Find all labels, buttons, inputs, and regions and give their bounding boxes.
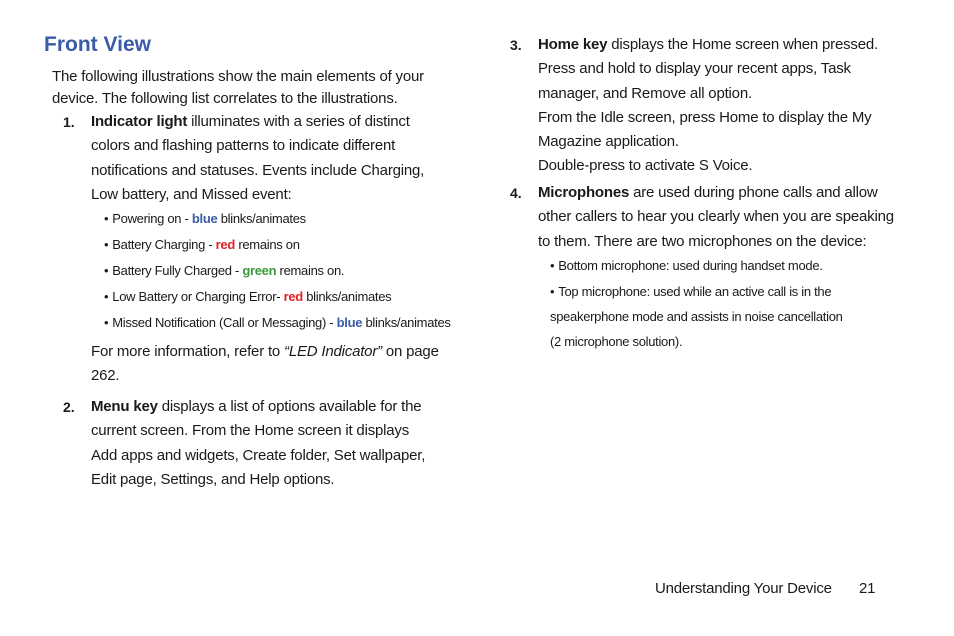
indicator-bullets — [104, 206, 464, 336]
item-4-line-1: Microphones are used during phone calls and allow — [538, 184, 878, 201]
bullet-low-battery: • Low Battery or Charging Error- red blinks/animates — [104, 289, 392, 304]
color-blue: blue — [336, 315, 363, 330]
item-3-line-3: manager, and Remove all option. — [538, 84, 752, 102]
item-1-number: 1. — [63, 114, 75, 130]
item-4-line-2: other callers to hear you clearly when you are speaking — [538, 208, 894, 226]
bullet-battery-fully-charged: • Battery Fully Charged - green remains on. — [104, 263, 345, 278]
item-1-line-1 — [91, 110, 463, 134]
item-2-line-1: Menu key displays a list of options available for the — [91, 398, 422, 415]
item-1-indicator-light — [91, 110, 463, 207]
item-3-number: 3. — [510, 37, 522, 53]
item-1-line-2: colors and flashing patterns to indicate different — [91, 137, 396, 155]
item-3-line-2: Press and hold to display your recent apps, Task — [538, 60, 851, 78]
bullet-battery-charging: • Battery Charging - red remains on — [104, 237, 300, 252]
footer-section-title: Understanding Your Device — [655, 580, 832, 597]
bullet-bottom-microphone: • Bottom microphone: used during handset mode. — [550, 258, 823, 273]
bullet-missed-notification: • Missed Notification (Call or Messaging) - blue blinks/animates — [104, 315, 451, 330]
item-4-term: Microphones — [538, 184, 630, 201]
item-2-term: Menu key — [91, 398, 158, 415]
bullet-top-microphone: • Top microphone: used while an active call is in the — [550, 284, 832, 299]
bullet-top-microphone-line-3: (2 microphone solution). — [550, 334, 683, 349]
bullet-powering-on: • Powering on - blue blinks/animates — [104, 211, 306, 226]
item-3-line-1: Home key displays the Home screen when pressed. — [538, 36, 878, 53]
item-3-line-5: Magazine application. — [538, 133, 679, 151]
page-title: Front View — [44, 33, 151, 56]
color-red: red — [215, 237, 236, 252]
item-1-line-3: notifications and statuses. Events include Charging, — [91, 161, 425, 179]
microphone-bullets — [550, 253, 950, 354]
item-2-line-2: current screen. From the Home screen it displays — [91, 422, 410, 440]
bullet-top-microphone-line-2: speakerphone mode and assists in noise cancellation — [550, 309, 843, 324]
item-4-line-3: to them. There are two microphones on the device: — [538, 232, 867, 250]
item-4-microphones — [538, 181, 952, 254]
item-1-term: Indicator light — [91, 113, 188, 130]
footer-page-number: 21 — [859, 580, 876, 597]
item-2-line-3: Add apps and widgets, Create folder, Set wallpaper, — [91, 446, 426, 464]
item-1-desc: illuminates with a series of distinct — [187, 113, 410, 130]
item-4-number: 4. — [510, 185, 522, 201]
item-3-line-6: Double-press to activate S Voice. — [538, 157, 753, 175]
color-red: red — [283, 289, 303, 304]
item-2-menu-key — [91, 395, 463, 492]
led-indicator-reference[interactable]: “LED Indicator” — [284, 343, 382, 360]
item-3-term: Home key — [538, 36, 608, 53]
color-green: green — [242, 263, 277, 278]
more-info: For more information, refer to “LED Indicator” on page 262. — [91, 343, 439, 385]
color-blue: blue — [191, 211, 218, 226]
item-3-line-4: From the Idle screen, press Home to display the My — [538, 108, 872, 126]
item-2-line-4: Edit page, Settings, and Help options. — [91, 470, 335, 488]
item-1-line-4: Low battery, and Missed event: — [91, 185, 292, 203]
item-2-number: 2. — [63, 399, 75, 415]
intro-paragraph: The following illustrations show the main elements of your device. The following list correlates to the illustrations. — [52, 68, 424, 107]
item-3-home-key — [538, 33, 948, 179]
